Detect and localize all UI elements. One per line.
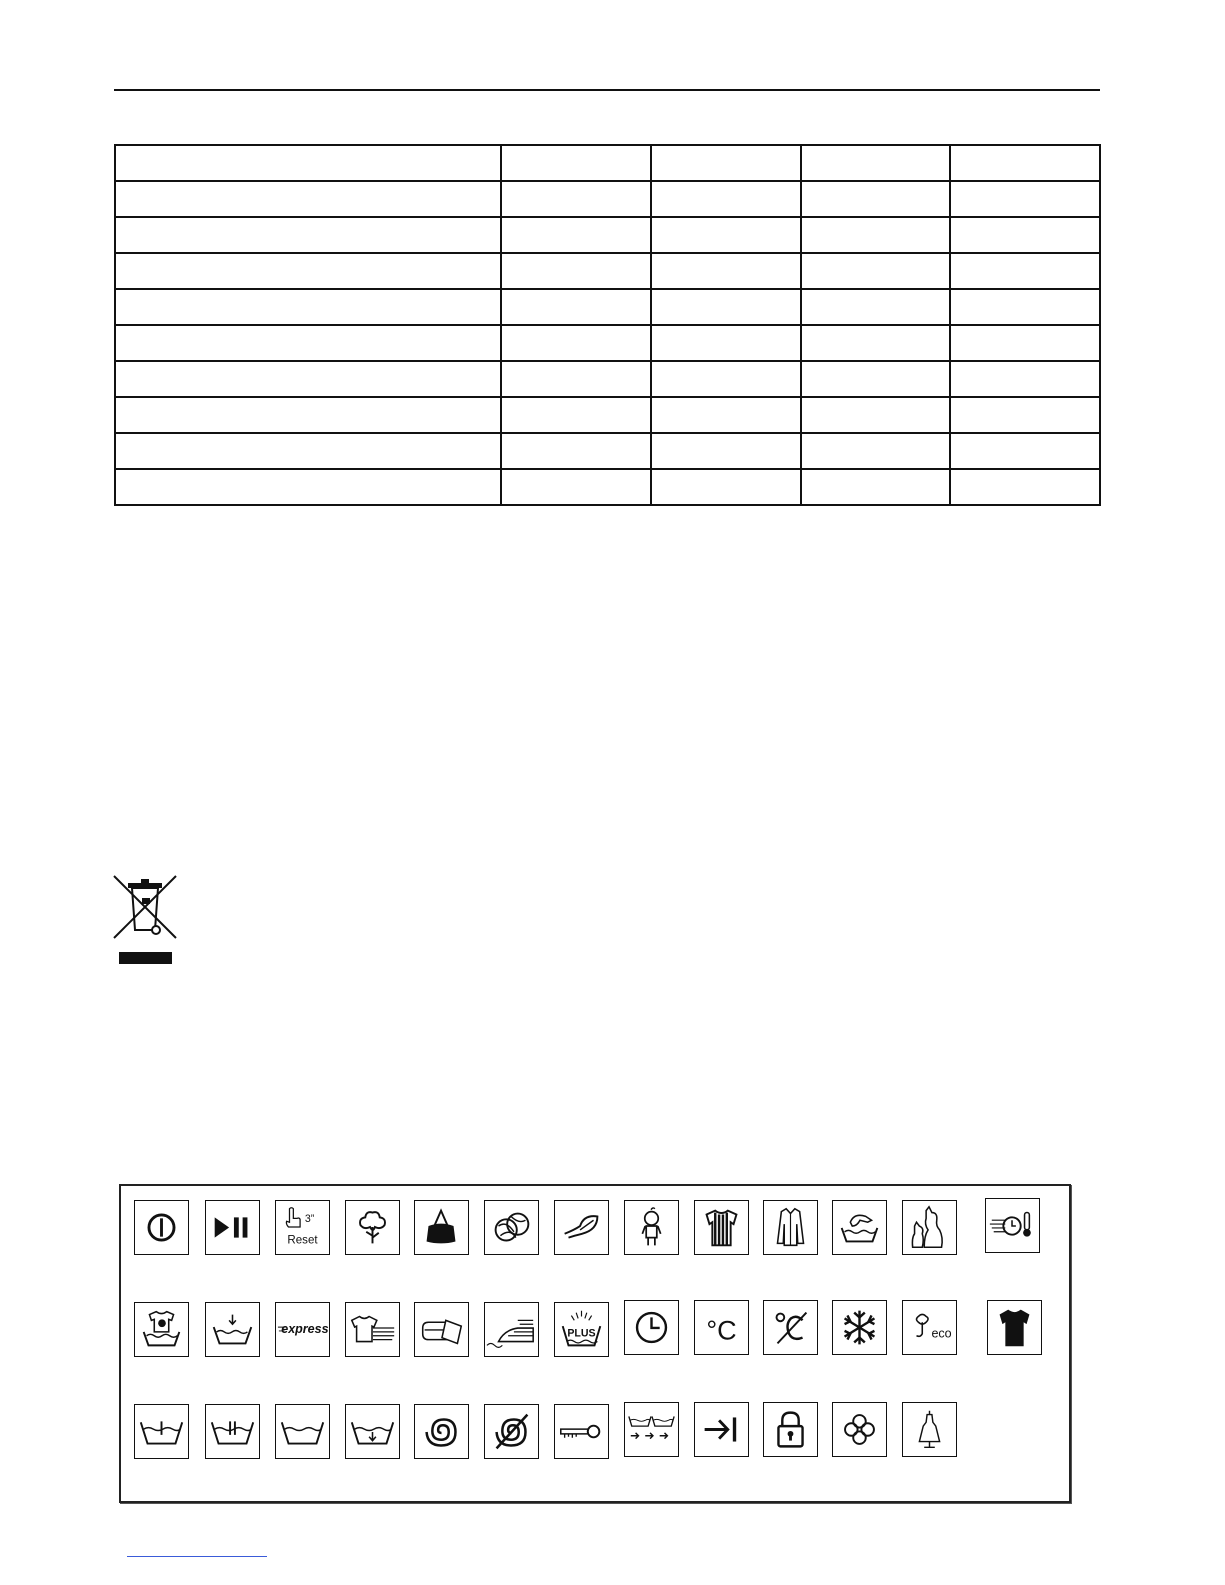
wash-tub-icon [275,1404,330,1459]
table-cell [651,181,801,217]
spin-icon [414,1404,469,1459]
no-spin-icon [484,1404,539,1459]
table-cell [950,325,1100,361]
table-row [115,145,1100,181]
prewash-icon [205,1302,260,1357]
wool-icon [484,1200,539,1255]
plus-label: PLUS [567,1327,596,1340]
temperature-icon [694,1300,749,1355]
table-cell [501,325,651,361]
eco-label: eco [931,1326,952,1341]
weee-disposal-symbol [108,870,184,970]
delay-temperature-icon [985,1198,1040,1253]
table-cell [950,397,1100,433]
express-icon [275,1302,330,1357]
cotton-icon [345,1200,400,1255]
snowflake-cold-icon [832,1300,887,1355]
table-cell [801,433,951,469]
table-cell [651,253,801,289]
stain-wash-icon [134,1302,189,1357]
table-cell [801,145,951,181]
quick-shirt-icon [345,1302,400,1357]
tshirt-icon [987,1300,1042,1355]
table-cell [501,433,651,469]
wash-1-icon [134,1404,189,1459]
table-row [115,397,1100,433]
table-row [115,217,1100,253]
table-cell [950,289,1100,325]
table-cell [115,361,501,397]
flower-icon [832,1402,887,1457]
towels-icon [414,1302,469,1357]
rinse-sequence-icon [624,1402,679,1457]
hand-wash-icon [832,1200,887,1255]
table-cell [801,469,951,505]
table-cell [651,325,801,361]
table-cell [115,181,501,217]
table-cell [115,325,501,361]
table-cell [651,397,801,433]
table-cell [950,433,1100,469]
table-cell [651,433,801,469]
table-cell [950,253,1100,289]
start-pause-icon [205,1200,260,1255]
table-cell [501,397,651,433]
easy-iron-icon [484,1302,539,1357]
footer-link-underline[interactable] [127,1556,267,1557]
table-cell [950,145,1100,181]
table-cell [501,145,651,181]
table-cell [501,181,651,217]
table-cell [801,217,951,253]
header-rule [114,89,1100,91]
reset-3s-label: 3” [304,1213,315,1226]
table-cell [651,145,801,181]
table-cell [501,469,651,505]
reset-label: Reset [287,1234,318,1247]
baby-icon [624,1200,679,1255]
no-temperature-icon [763,1300,818,1355]
table-cell [115,289,501,325]
degree-label: °C [706,1315,737,1346]
spec-table [114,144,1101,506]
dress-icon [902,1402,957,1457]
table-cell [115,469,501,505]
rinse-plus-icon [554,1302,609,1357]
bag-icon [414,1200,469,1255]
table-cell [651,361,801,397]
table-cell [501,217,651,253]
power-icon [134,1200,189,1255]
table-cell [115,433,501,469]
door-lock-icon [763,1402,818,1457]
table-cell [801,361,951,397]
table-cell [801,325,951,361]
eco-cotton-icon [902,1300,957,1355]
table-cell [115,145,501,181]
table-cell [950,469,1100,505]
table-cell [115,253,501,289]
sports-shirt-icon [694,1200,749,1255]
feather-icon [554,1200,609,1255]
key-lock-icon [554,1404,609,1459]
table-cell [801,289,951,325]
table-cell [115,397,501,433]
table-cell [501,361,651,397]
table-row [115,289,1100,325]
table-cell [950,181,1100,217]
table-cell [801,253,951,289]
table-cell [801,181,951,217]
table-cell [501,253,651,289]
table-cell [651,289,801,325]
table-cell [651,469,801,505]
table-cell [950,361,1100,397]
table-row [115,325,1100,361]
pet-hair-icon [902,1200,957,1255]
table-cell [501,289,651,325]
table-cell [115,217,501,253]
drain-icon [345,1404,400,1459]
table-row [115,433,1100,469]
table-row [115,361,1100,397]
table-row [115,181,1100,217]
table-row [115,469,1100,505]
timer-icon [624,1300,679,1355]
table-cell [801,397,951,433]
express-label: express [281,1321,329,1336]
reset-3s-icon [275,1200,330,1255]
table-cell [950,217,1100,253]
shirt-icon [763,1200,818,1255]
table-cell [651,217,801,253]
table-row [115,253,1100,289]
end-icon [694,1402,749,1457]
wash-2-icon [205,1404,260,1459]
crossed-out-wheelie-bin-icon [108,870,184,970]
